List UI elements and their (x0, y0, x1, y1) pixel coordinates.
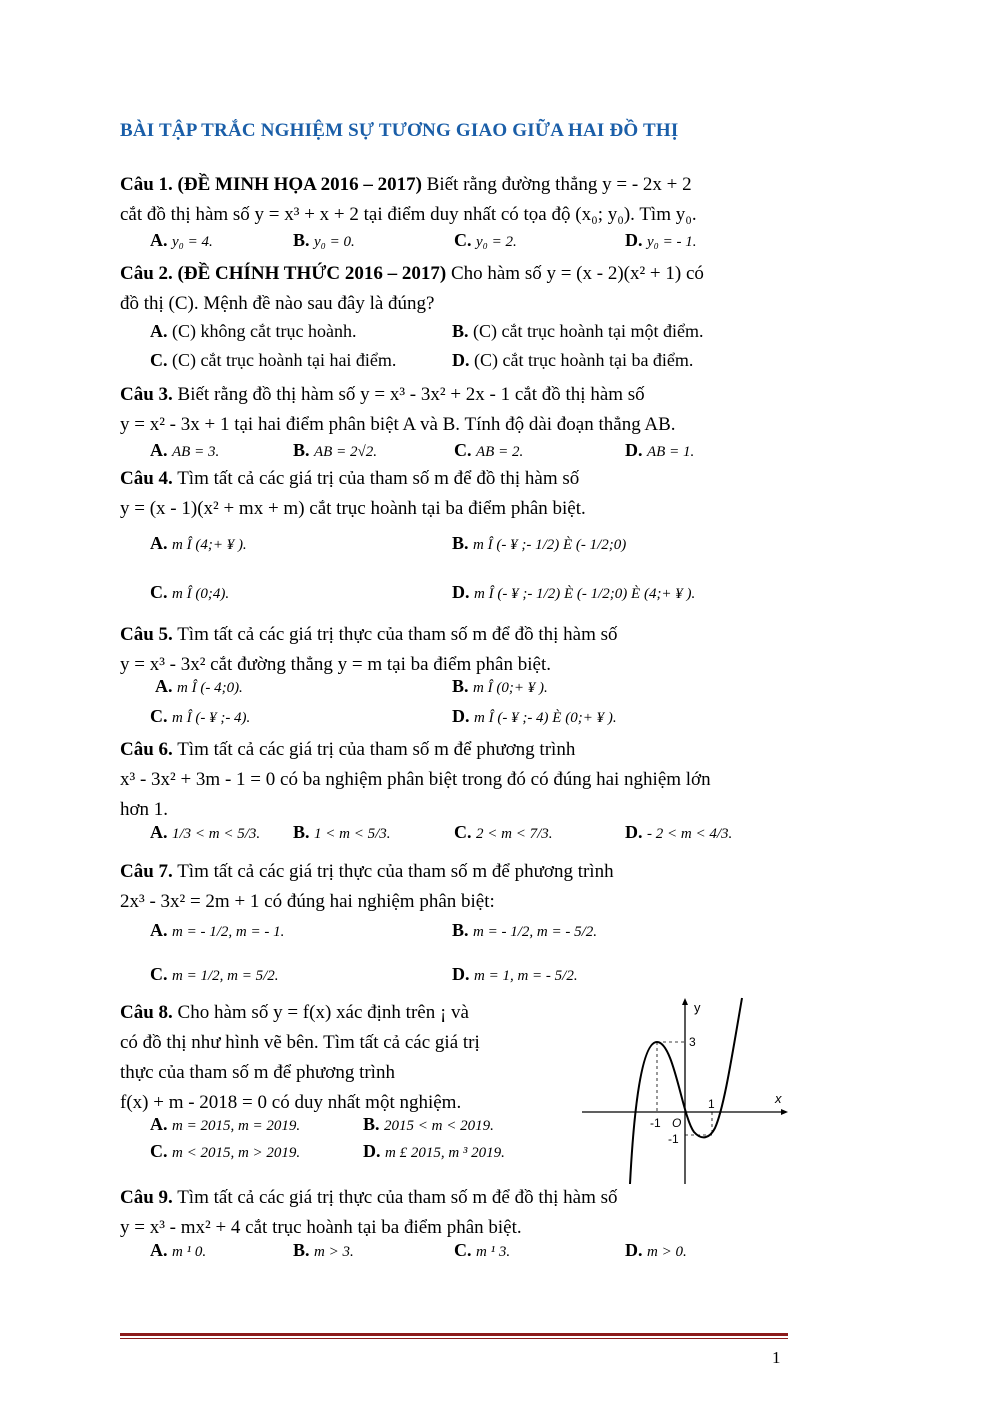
option-b[interactable]: y₀ = 0. (314, 234, 355, 250)
question-text: Tìm tất cả các giá trị thực của tham số m để phương trình (172, 861, 614, 882)
option-a[interactable]: AB = 3. (172, 444, 220, 460)
option-b[interactable]: 1 < m < 5/3. (314, 826, 391, 842)
options-q2-row1: A. (C) không cắt trục hoành. B. (C) cắt trục hoành tại một điểm. (150, 321, 704, 341)
question-text: Tìm tất cả các giá trị thực của tham số m để đồ thị hàm số (172, 1187, 618, 1208)
footer-divider (120, 1338, 788, 1339)
option-d[interactable]: m = 1, m = - 5/2. (474, 968, 578, 984)
options-q7-row2: C. m = 1/2, m = 5/2. D. m = 1, m = - 5/2. (150, 964, 578, 984)
question-label: Câu 1. (ĐỀ MINH HỌA 2016 – 2017) (120, 174, 422, 195)
x-axis-arrow-icon (781, 1109, 788, 1115)
option-d[interactable]: m Î (- ¥ ;- 4) È (0;+ ¥ ). (474, 710, 617, 726)
question-text: 2x³ - 3x² = 2m + 1 có đúng hai nghiệm phân biệt: (120, 891, 495, 912)
option-c[interactable]: m Î (0;4). (172, 586, 230, 602)
options-q4-row2: C. m Î (0;4). D. m Î (- ¥ ;- 1/2) È (- 1/2;0) È (4;+ ¥ ). (150, 582, 696, 602)
question-text: x³ - 3x² + 3m - 1 = 0 có ba nghiệm phân biệt trong đó có đúng hai nghiệm lớn (120, 769, 711, 790)
question-2 (120, 259, 788, 319)
question-text: y = x³ - mx² + 4 cắt trục hoành tại ba điểm phân biệt. (120, 1217, 522, 1238)
page-number: 1 (772, 1348, 781, 1367)
option-a[interactable]: m ¹ 0. (172, 1244, 207, 1260)
question-7 (120, 857, 788, 917)
option-c[interactable]: 2 < m < 7/3. (476, 826, 553, 842)
question-label: Câu 5. (120, 624, 173, 645)
question-text: Tìm tất cả các giá trị của tham số m để phương trình (172, 739, 576, 760)
option-a[interactable]: 1/3 < m < 5/3. (172, 826, 261, 842)
option-d[interactable]: m £ 2015, m ³ 2019. (385, 1145, 505, 1161)
option-b[interactable]: m Î (0;+ ¥ ). (473, 680, 548, 696)
option-c[interactable]: m = 1/2, m = 5/2. (172, 968, 279, 984)
option-d[interactable]: y₀ = - 1. (647, 234, 697, 250)
option-c[interactable]: m ¹ 3. (476, 1244, 511, 1260)
option-b[interactable]: 2015 < m < 2019. (384, 1118, 494, 1134)
options-q2-row2: C. (C) cắt trục hoành tại hai điểm. D. (C) cắt trục hoành tại ba điểm. (150, 350, 694, 370)
tick-label-neg1-y: -1 (668, 1132, 679, 1146)
option-d[interactable]: m Î (- ¥ ;- 1/2) È (- 1/2;0) È (4;+ ¥ ). (474, 586, 696, 602)
question-label: Câu 9. (120, 1187, 173, 1208)
question-label: Câu 3. (120, 384, 173, 405)
option-a[interactable]: m = - 1/2, m = - 1. (172, 924, 285, 940)
option-b[interactable]: m > 3. (314, 1244, 354, 1260)
question-text: thực của tham số m để phương trình (120, 1062, 395, 1083)
question-8 (120, 998, 565, 1118)
question-text: cắt đồ thị hàm số y = x³ + x + 2 tại điểm duy nhất có tọa độ (x₀; y₀). Tìm y₀. (120, 204, 697, 225)
option-b[interactable]: m = - 1/2, m = - 5/2. (473, 924, 597, 940)
origin-label: O (672, 1116, 682, 1130)
question-text: Biết rằng đồ thị hàm số y = x³ - 3x² + 2x - 1 cắt đồ thị hàm số (172, 384, 645, 405)
question-text: y = x² - 3x + 1 tại hai điểm phân biệt A và B. Tính độ dài đoạn thẳng AB. (120, 414, 676, 435)
question-text: Tìm tất cả các giá trị của tham số m để đồ thị hàm số (172, 468, 580, 489)
option-c[interactable]: m Î (- ¥ ;- 4). (172, 710, 251, 726)
option-b[interactable]: (C) cắt trục hoành tại một điểm. (473, 321, 704, 341)
tick-label-neg1-x: -1 (650, 1116, 661, 1130)
options-q5-row2: C. m Î (- ¥ ;- 4). D. m Î (- ¥ ;- 4) È (0;+ ¥ ). (150, 706, 617, 726)
function-graph (582, 996, 792, 1186)
option-b[interactable]: AB = 2√2. (314, 444, 377, 460)
option-a[interactable]: m = 2015, m = 2019. (172, 1118, 301, 1134)
option-c[interactable]: m < 2015, m > 2019. (172, 1145, 301, 1161)
question-9 (120, 1183, 788, 1243)
options-q3: A. AB = 3. B. AB = 2√2. C. AB = 2. D. AB = 1. (150, 440, 695, 460)
option-d[interactable]: AB = 1. (647, 444, 695, 460)
option-a[interactable]: y₀ = 4. (172, 234, 213, 250)
option-a[interactable]: m Î (- 4;0). (177, 680, 243, 696)
option-a[interactable]: m Î (4;+ ¥ ). (172, 537, 247, 553)
question-text: Cho hàm số y = (x - 2)(x² + 1) có (446, 263, 704, 284)
options-q9: A. m ¹ 0. B. m > 3. C. m ¹ 3. D. m > 0. (150, 1240, 687, 1260)
x-axis-label: x (775, 1091, 782, 1106)
question-1 (120, 170, 788, 230)
question-text: y = (x - 1)(x² + mx + m) cắt trục hoành tại ba điểm phân biệt. (120, 498, 586, 519)
question-5 (120, 620, 788, 680)
tick-label-1: 1 (708, 1097, 715, 1111)
options-q8-row1: A. m = 2015, m = 2019. B. 2015 < m < 2019. (150, 1114, 494, 1134)
option-c[interactable]: (C) cắt trục hoành tại hai điểm. (172, 350, 397, 370)
question-label: Câu 8. (120, 1002, 173, 1023)
options-q5-row1: A. m Î (- 4;0). B. m Î (0;+ ¥ ). (155, 676, 548, 696)
question-label: Câu 4. (120, 468, 173, 489)
option-d[interactable]: m > 0. (647, 1244, 687, 1260)
y-axis-label: y (694, 1000, 701, 1015)
question-text: đồ thị (C). Mệnh đề nào sau đây là đúng? (120, 293, 435, 314)
options-q6: A. 1/3 < m < 5/3. B. 1 < m < 5/3. C. 2 < m < 7/3. D. - 2 < m < 4/3. (150, 822, 733, 842)
option-d[interactable]: - 2 < m < 4/3. (647, 826, 733, 842)
question-text: hơn 1. (120, 799, 169, 820)
question-text: có đồ thị như hình vẽ bên. Tìm tất cả các giá trị (120, 1032, 480, 1053)
question-text: Biết rằng đường thẳng y = - 2x + 2 (421, 174, 692, 195)
option-b[interactable]: m Î (- ¥ ;- 1/2) È (- 1/2;0) (473, 537, 627, 553)
tick-label-3: 3 (689, 1035, 696, 1049)
y-axis-arrow-icon (682, 998, 688, 1005)
option-d[interactable]: (C) cắt trục hoành tại ba điểm. (474, 350, 694, 370)
footer-divider (120, 1333, 788, 1336)
options-q1: A. y₀ = 4. B. y₀ = 0. C. y₀ = 2. D. y₀ = - 1. (150, 230, 697, 250)
question-text: Tìm tất cả các giá trị thực của tham số m để đồ thị hàm số (172, 624, 618, 645)
options-q8-row2: C. m < 2015, m > 2019. D. m £ 2015, m ³ 2019. (150, 1141, 505, 1161)
option-a[interactable]: (C) không cắt trục hoành. (172, 321, 357, 341)
options-q7-row1: A. m = - 1/2, m = - 1. B. m = - 1/2, m = - 5/2. (150, 920, 597, 940)
option-c[interactable]: AB = 2. (476, 444, 524, 460)
option-c[interactable]: y₀ = 2. (476, 234, 517, 250)
function-curve (630, 998, 742, 1184)
question-text: f(x) + m - 2018 = 0 có duy nhất một nghiệm. (120, 1092, 462, 1113)
options-q4-row1: A. m Î (4;+ ¥ ). B. m Î (- ¥ ;- 1/2) È (- 1/2;0) (150, 533, 627, 553)
question-4 (120, 464, 788, 524)
question-label: Câu 6. (120, 739, 173, 760)
question-3 (120, 380, 788, 440)
question-label: Câu 7. (120, 861, 173, 882)
question-text: Cho hàm số y = f(x) xác định trên ¡ và (172, 1002, 469, 1023)
question-6 (120, 735, 788, 825)
question-text: y = x³ - 3x² cắt đường thẳng y = m tại ba điểm phân biệt. (120, 654, 551, 675)
question-label: Câu 2. (ĐỀ CHÍNH THỨC 2016 – 2017) (120, 263, 447, 284)
page-title: BÀI TẬP TRẮC NGHIỆM SỰ TƯƠNG GIAO GIỮA HAI ĐỒ THỊ (120, 120, 679, 141)
